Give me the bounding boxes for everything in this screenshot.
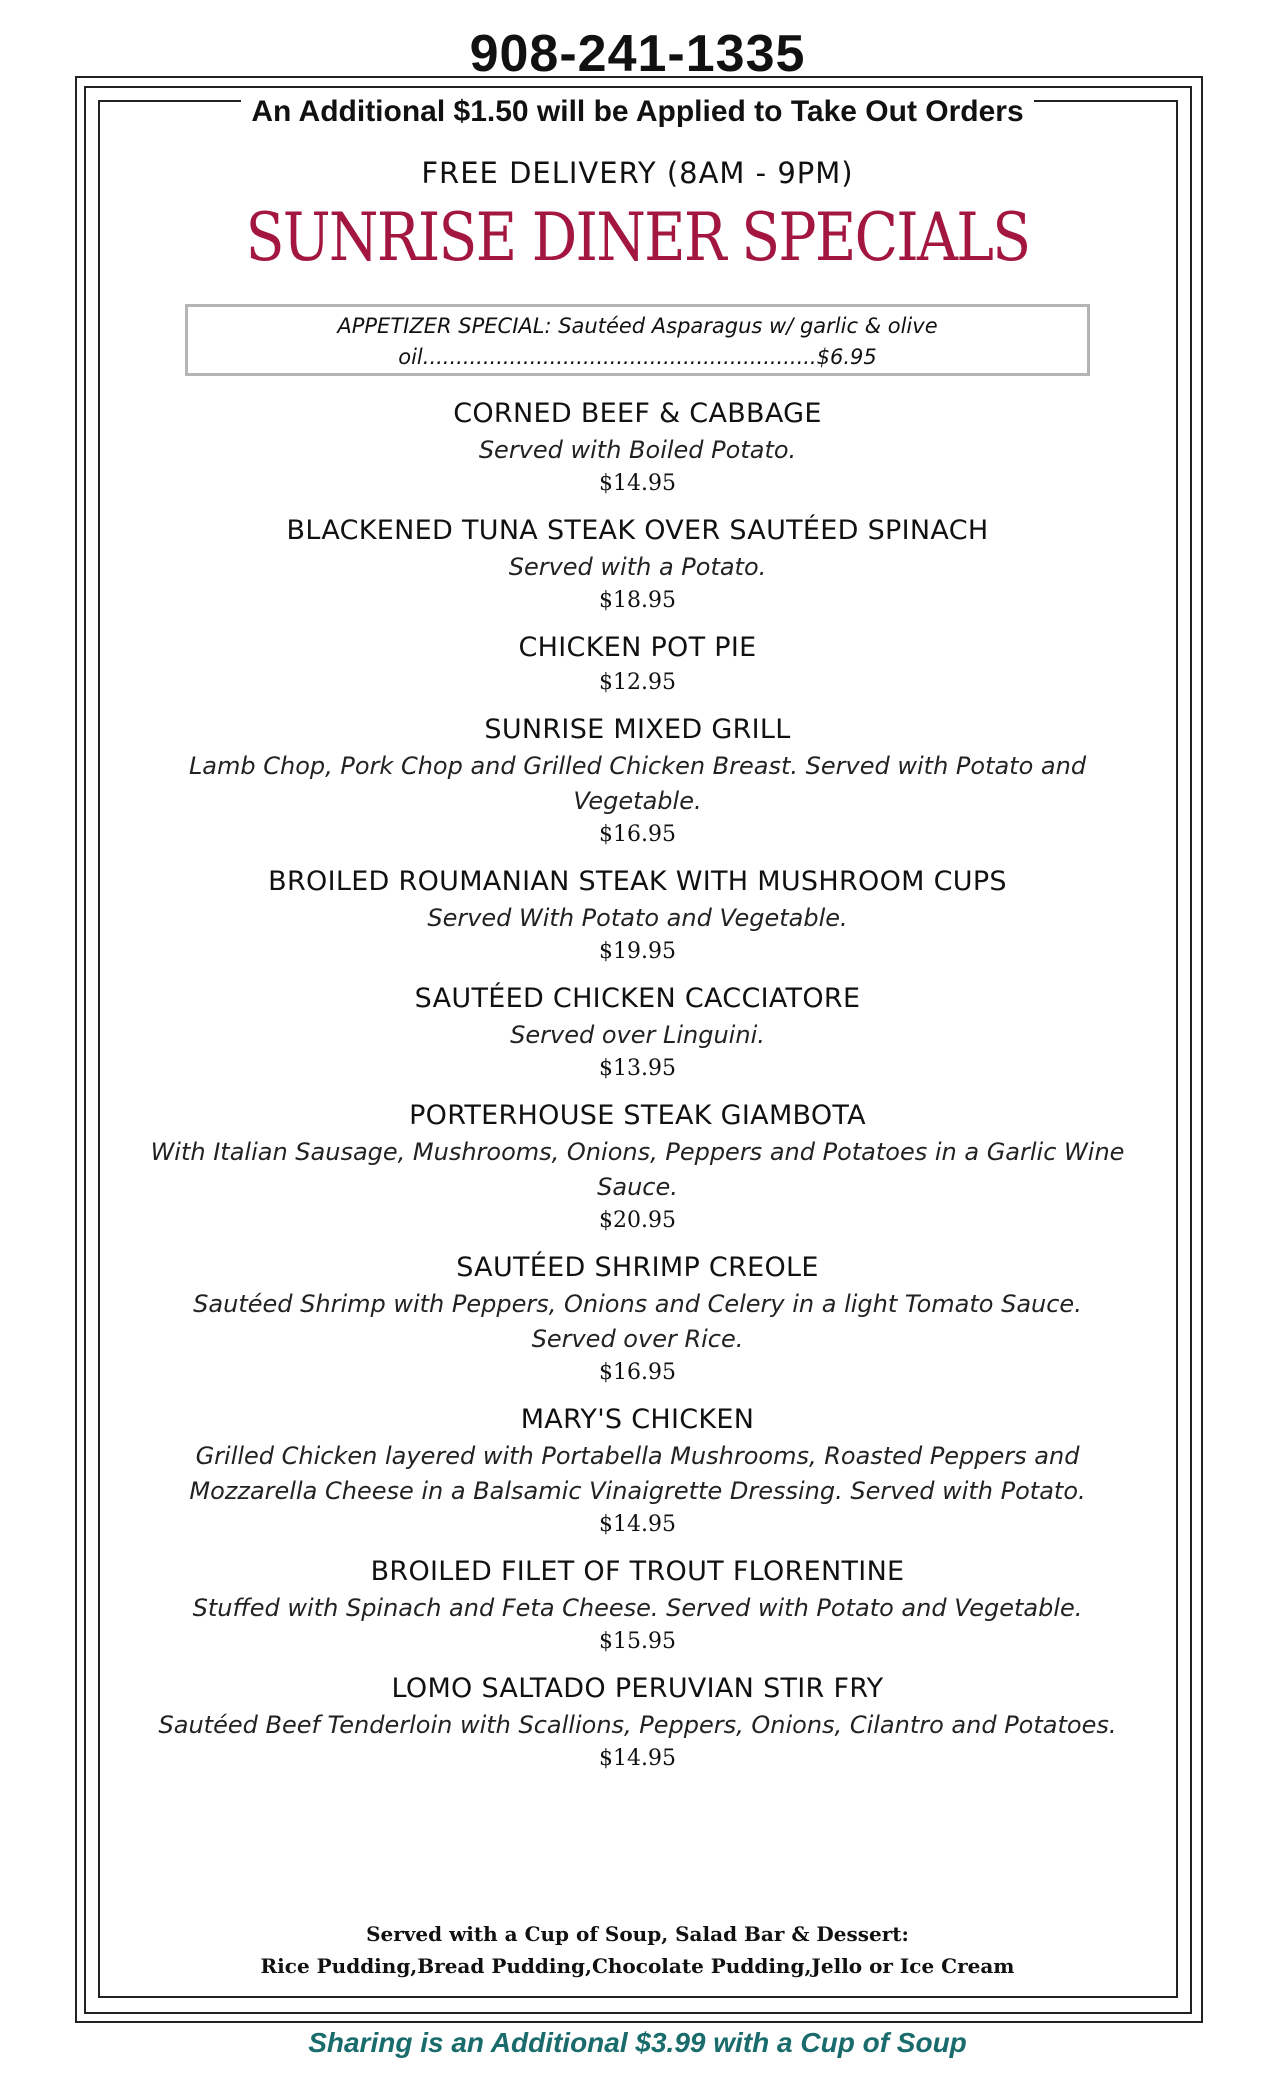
item-name: CHICKEN POT PIE [518, 632, 757, 663]
item-name: CORNED BEEF & CABBAGE [453, 398, 822, 429]
item-price: $14.95 [599, 471, 676, 496]
item-name: PORTERHOUSE STEAK GIAMBOTA [409, 1100, 866, 1131]
item-price: $16.95 [599, 1360, 676, 1385]
item-price: $12.95 [599, 670, 676, 695]
menu-item [150, 1670, 1125, 1775]
sharing-charge-note: Sharing is an Additional $3.99 with a Cup of Soup [308, 2027, 967, 2058]
menu-item [150, 512, 1125, 617]
item-description: Grilled Chicken layered with Portabella Mushrooms, Roasted Peppers and Mozzarella Cheese in a Balsamic Vinaigrette Dressing. Served with Potato. [189, 1442, 1086, 1505]
appetizer-special-box [185, 304, 1090, 376]
item-name: MARY'S CHICKEN [520, 1404, 755, 1435]
appetizer-line-1: APPETIZER SPECIAL: Sautéed Asparagus w/ garlic & olive [337, 314, 938, 338]
item-description: Served with a Potato. [508, 553, 767, 581]
menu-item [150, 395, 1125, 500]
item-price: $18.95 [599, 588, 676, 613]
item-name: SAUTÉED CHICKEN CACCIATORE [414, 983, 861, 1014]
phone-number: 908-241-1335 [469, 25, 806, 83]
item-name: BROILED FILET OF TROUT FLORENTINE [370, 1556, 905, 1587]
item-price: $14.95 [599, 1746, 676, 1771]
menu-item [150, 1401, 1125, 1541]
delivery-info: FREE DELIVERY (8AM - 9PM) [421, 156, 854, 190]
item-price: $20.95 [599, 1208, 676, 1233]
menu-item [150, 1249, 1125, 1389]
item-price: $19.95 [599, 939, 676, 964]
item-description: Served with Boiled Potato. [478, 436, 797, 464]
menu-title: SUNRISE DINER SPECIALS [245, 199, 1030, 276]
item-price: $13.95 [599, 1056, 676, 1081]
included-sides-line-2-text: Rice Pudding,Bread Pudding,Chocolate Pudding,Jello or Ice Cream [260, 1954, 1015, 1978]
item-name: BLACKENED TUNA STEAK OVER SAUTÉED SPINACH [286, 515, 989, 546]
item-name: BROILED ROUMANIAN STEAK WITH MUSHROOM CUPS [268, 866, 1007, 897]
menu-item [150, 629, 1125, 699]
specials-list [150, 395, 1125, 1787]
menu-item [150, 1097, 1125, 1237]
item-price: $16.95 [599, 822, 676, 847]
menu-item [150, 980, 1125, 1085]
item-price: $14.95 [599, 1512, 676, 1537]
item-description: Sautéed Beef Tenderloin with Scallions, Peppers, Onions, Cilantro and Potatoes. [158, 1711, 1117, 1739]
item-description: Stuffed with Spinach and Feta Cheese. Served with Potato and Vegetable. [192, 1594, 1083, 1622]
included-sides-line-2 [0, 1950, 1275, 1982]
included-sides-line-1 [0, 1918, 1275, 1950]
item-name: SAUTÉED SHRIMP CREOLE [456, 1252, 819, 1283]
takeout-notice-text: An Additional $1.50 will be Applied to Take Out Orders [241, 95, 1033, 128]
menu-item [150, 711, 1125, 851]
item-description: Lamb Chop, Pork Chop and Grilled Chicken Breast. Served with Potato and Vegetable. [188, 752, 1087, 815]
item-name: LOMO SALTADO PERUVIAN STIR FRY [391, 1673, 884, 1704]
item-description: With Italian Sausage, Mushrooms, Onions, Peppers and Potatoes in a Garlic Wine Sauce. [150, 1138, 1125, 1201]
menu-item [150, 1553, 1125, 1658]
item-name: SUNRISE MIXED GRILL [484, 714, 791, 745]
menu-item [150, 863, 1125, 968]
appetizer-line-2: oil...........................................................$6.95 [398, 345, 877, 369]
item-description: Served over Linguini. [510, 1021, 765, 1049]
item-price: $15.95 [599, 1629, 676, 1654]
takeout-notice [0, 94, 1275, 130]
included-sides-line-1-text: Served with a Cup of Soup, Salad Bar & Dessert: [366, 1922, 909, 1946]
item-description: Sautéed Shrimp with Peppers, Onions and Celery in a light Tomato Sauce. Served over Rice. [193, 1290, 1082, 1353]
included-sides-note [0, 1918, 1275, 1982]
item-description: Served With Potato and Vegetable. [427, 904, 848, 932]
